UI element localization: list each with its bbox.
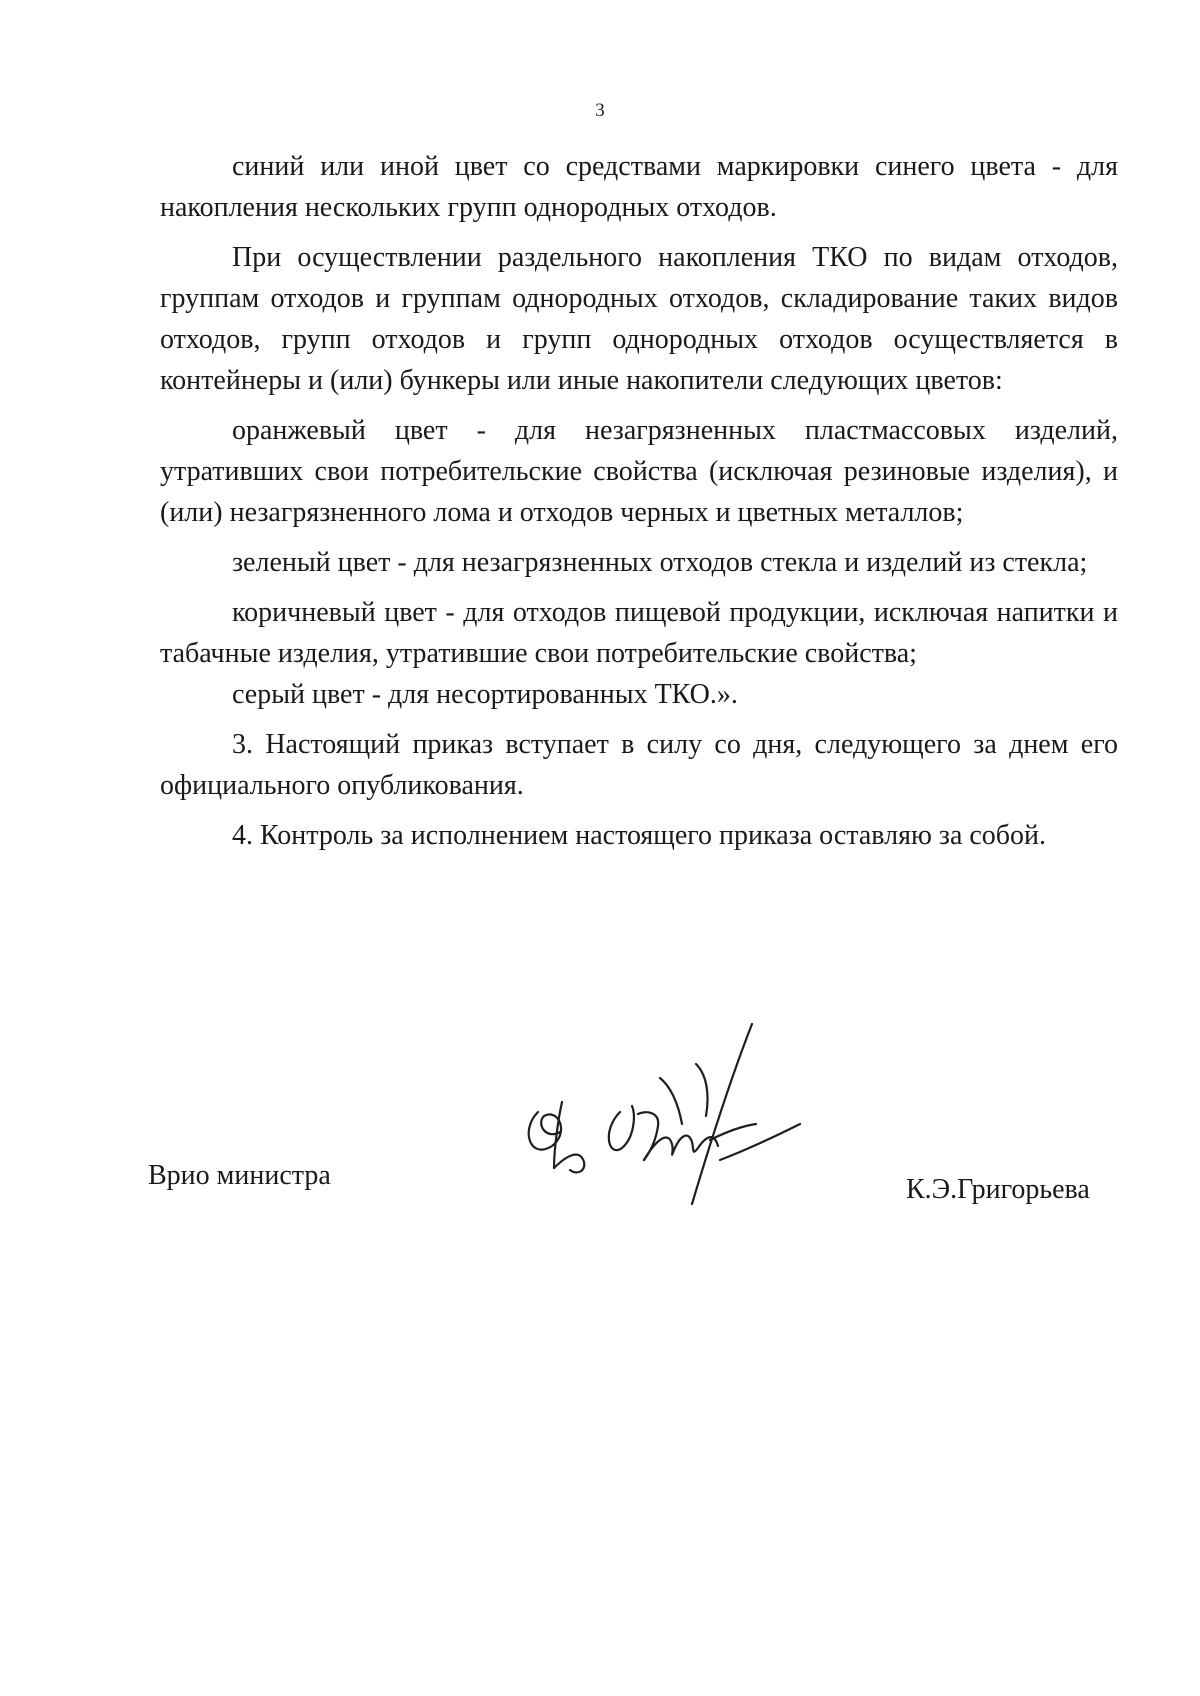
page-number: 3 xyxy=(595,100,605,121)
paragraph-green-color: зеленый цвет - для незагрязненных отходов стекла и изделий из стекла; xyxy=(232,547,1088,578)
handwritten-signature xyxy=(510,1020,890,1240)
paragraph-orange-color: оранжевый цвет - для незагрязненных пластмассовых изделий, утративших свои потребительские свойства (исключая резиновые изделия), и (или) незагрязненного лома и отходов черных и цветных металлов; xyxy=(160,415,1118,528)
paragraph-brown-color: коричневый цвет - для отходов пищевой продукции, исключая напитки и табачные изделия, утратившие свои потребительские свойства; xyxy=(160,597,1118,669)
paragraph-clause-4: 4. Контроль за исполнением настоящего приказа оставляю за собой. xyxy=(232,820,1047,851)
paragraph-separate-accumulation: При осуществлении раздельного накопления ТКО по видам отходов, группам отходов и группам однородных отходов, складирование таких видов отходов, групп отходов и групп однородных отходов осуществляется в контейнеры и (или) бункеры или иные накопители следующих цветов: xyxy=(160,242,1118,396)
signer-name: К.Э.Григорьева xyxy=(906,1174,1090,1205)
paragraph-gray-color: серый цвет - для несортированных ТКО.». xyxy=(232,679,738,710)
signature-block xyxy=(0,1020,1200,1240)
document-body xyxy=(160,146,1118,856)
paragraph-clause-3: 3. Настоящий приказ вступает в силу со дня, следующего за днем его официального опубликования. xyxy=(160,729,1118,801)
paragraph-blue-color: синий или иной цвет со средствами маркировки синего цвета - для накопления нескольких групп однородных отходов. xyxy=(160,151,1118,223)
position-title: Врио министра xyxy=(148,1160,331,1191)
